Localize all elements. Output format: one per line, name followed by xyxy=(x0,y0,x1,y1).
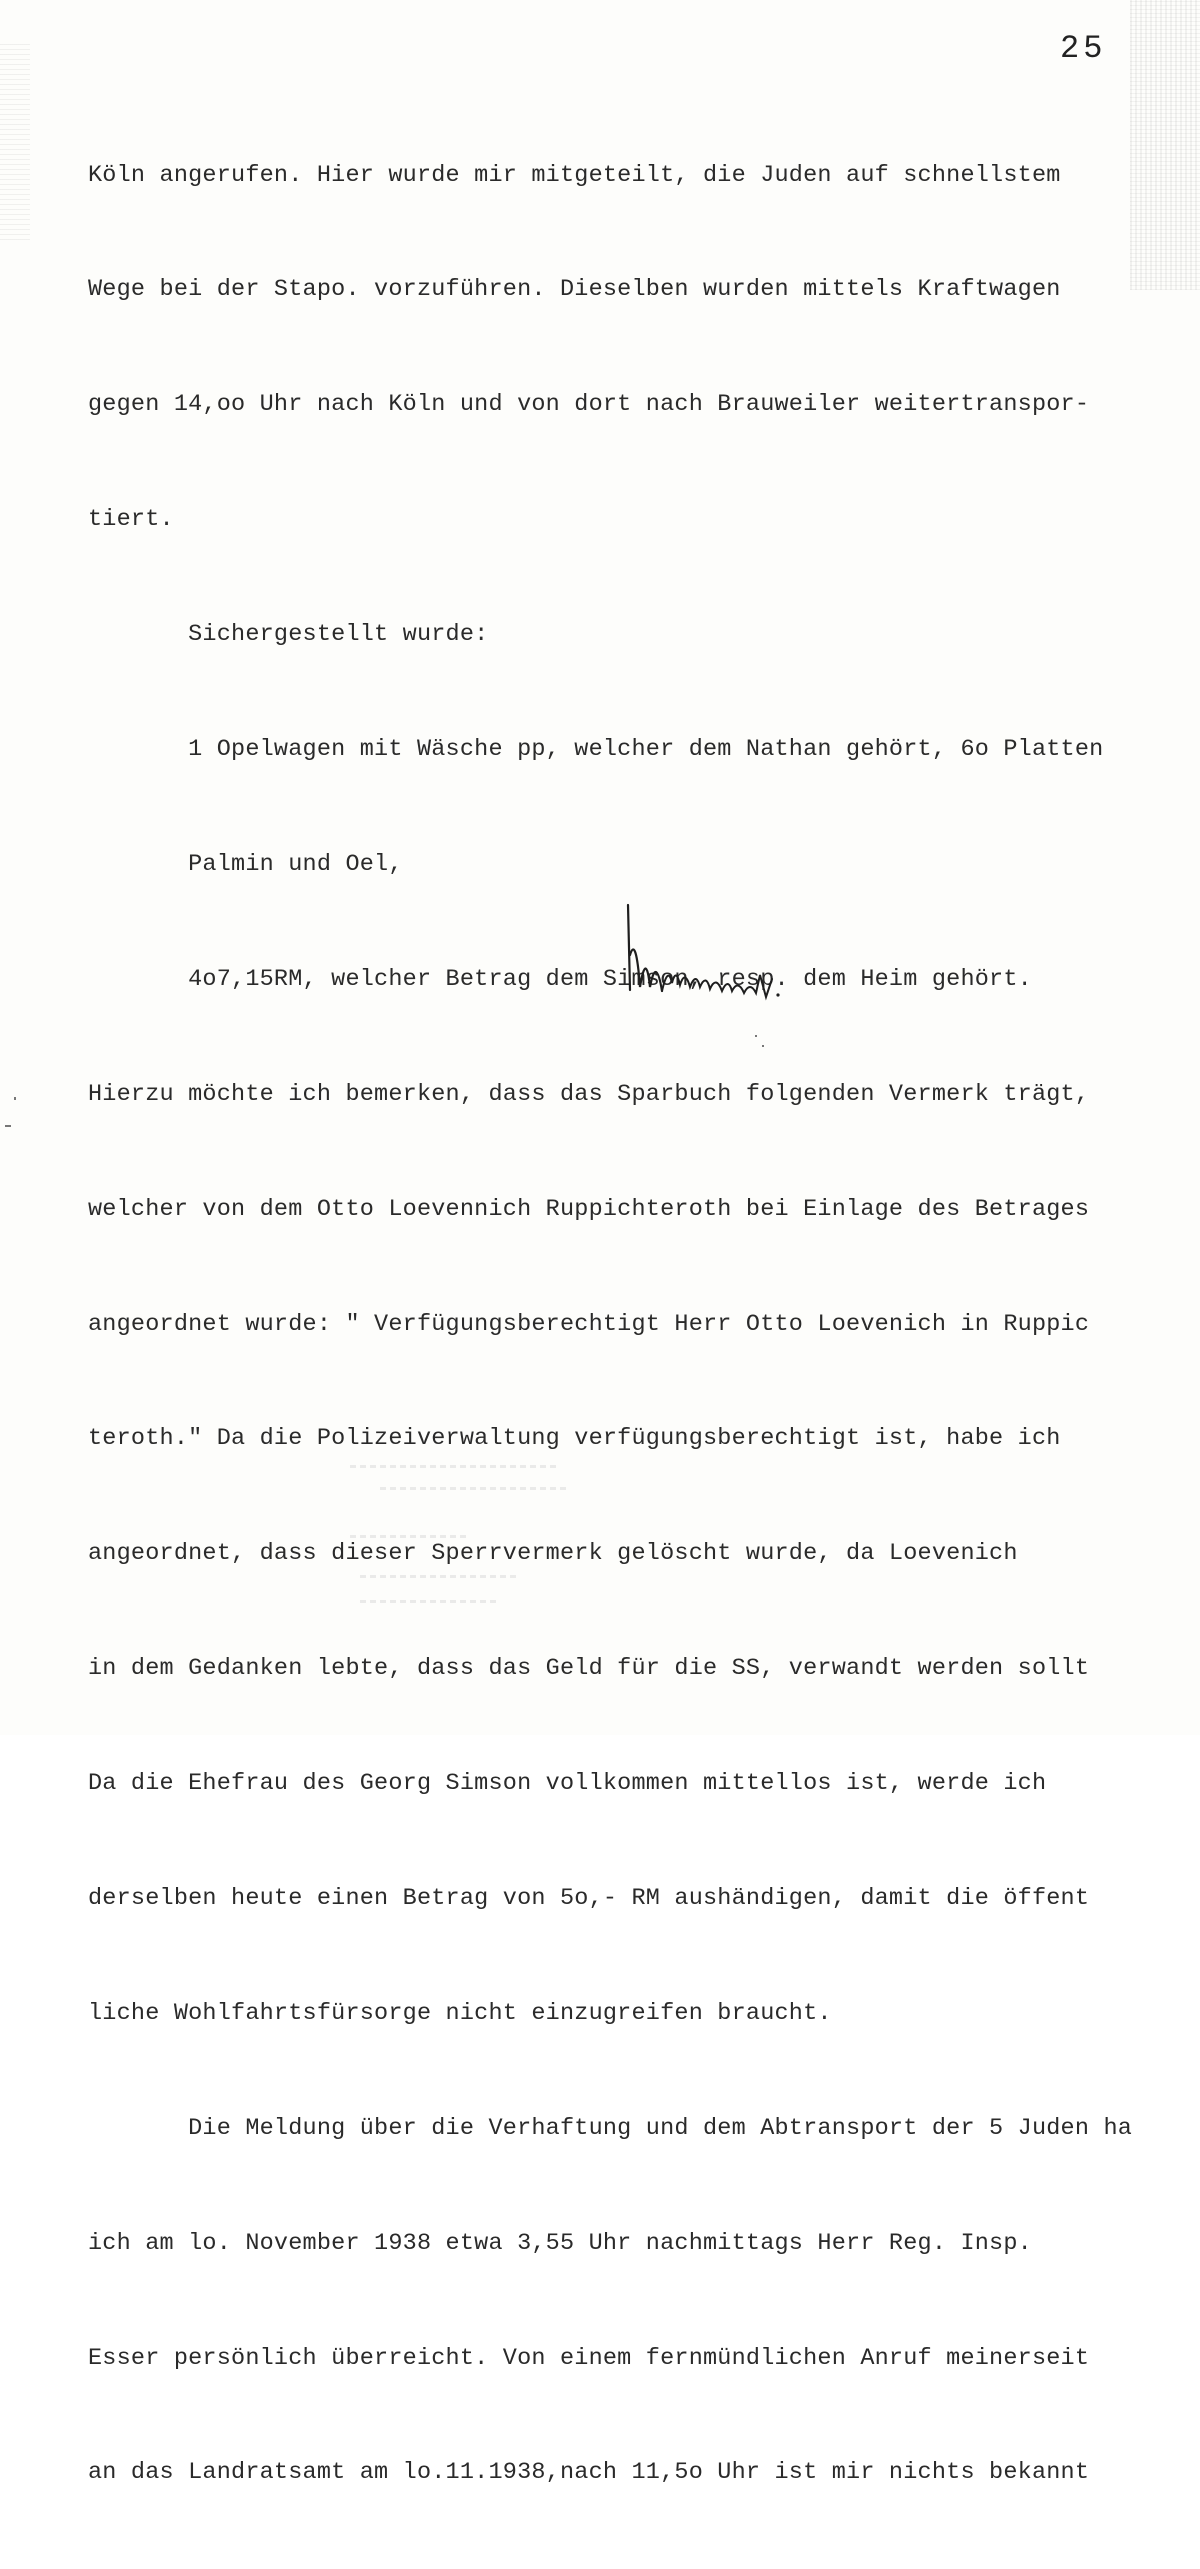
text-line: Da die Ehefrau des Georg Simson vollkommen mittellos ist, werde ich xyxy=(88,1770,1047,1798)
text-line: 1 Opelwagen mit Wäsche pp, welcher dem Nathan gehört, 6o Platten xyxy=(88,736,1104,764)
page-number: 25 xyxy=(1060,30,1107,67)
margin-mark xyxy=(5,1125,11,1127)
text-line: angeordnet wurde: " Verfügungsberechtigt Herr Otto Loevenich in Ruppic xyxy=(88,1310,1090,1338)
text-line: Sichergestellt wurde: xyxy=(88,621,489,649)
text-line: tiert. xyxy=(88,506,174,534)
text-line: liche Wohlfahrtsfürsorge nicht einzugreifen braucht. xyxy=(88,1999,832,2027)
text-line: Hierzu möchte ich bemerken, dass das Sparbuch folgenden Vermerk trägt, xyxy=(88,1080,1090,1108)
text-line: gegen 14,oo Uhr nach Köln und von dort nach Brauweiler weitertranspor- xyxy=(88,391,1090,419)
text-line: an das Landratsamt am lo.11.1938,nach 11,5o Uhr ist mir nichts bekannt xyxy=(88,2459,1090,2487)
text-line: welcher von dem Otto Loevennich Ruppichteroth bei Einlage des Betrages xyxy=(88,1195,1090,1223)
text-line: Wege bei der Stapo. vorzuführen. Dieselben wurden mittels Kraftwagen xyxy=(88,276,1061,304)
text-line: Die Meldung über die Verhaftung und dem Abtransport der 5 Juden ha xyxy=(88,2114,1133,2142)
show-through-text xyxy=(350,1465,820,1635)
handwritten-signature xyxy=(610,895,820,1015)
text-line: Palmin und Oel, xyxy=(88,850,403,878)
text-line: teroth." Da die Polizeiverwaltung verfügungsberechtigt ist, habe ich xyxy=(88,1425,1061,1453)
text-line: 4o7,15RM, welcher Betrag dem Simson, resp. dem Heim gehört. xyxy=(88,965,1032,993)
margin-mark xyxy=(762,1045,764,1047)
text-line: ich am lo. November 1938 etwa 3,55 Uhr nachmittags Herr Reg. Insp. xyxy=(88,2229,1032,2257)
text-line: derselben heute einen Betrag von 5o,- RM aushändigen, damit die öffent xyxy=(88,1884,1090,1912)
text-line: Köln angerufen. Hier wurde mir mitgeteilt, die Juden auf schnellstem xyxy=(88,161,1061,189)
margin-mark xyxy=(14,1097,16,1100)
scan-edge-noise-left xyxy=(0,40,30,240)
typewritten-body xyxy=(88,80,1178,2569)
text-line: angeordnet, dass dieser Sperrvermerk gelöscht wurde, da Loevenich xyxy=(88,1540,1018,1568)
text-line: in dem Gedanken lebte, dass das Geld für die SS, verwandt werden sollt xyxy=(88,1655,1090,1683)
margin-mark xyxy=(755,1035,757,1037)
text-line: Esser persönlich überreicht. Von einem fernmündlichen Anruf meinerseit xyxy=(88,2344,1090,2372)
